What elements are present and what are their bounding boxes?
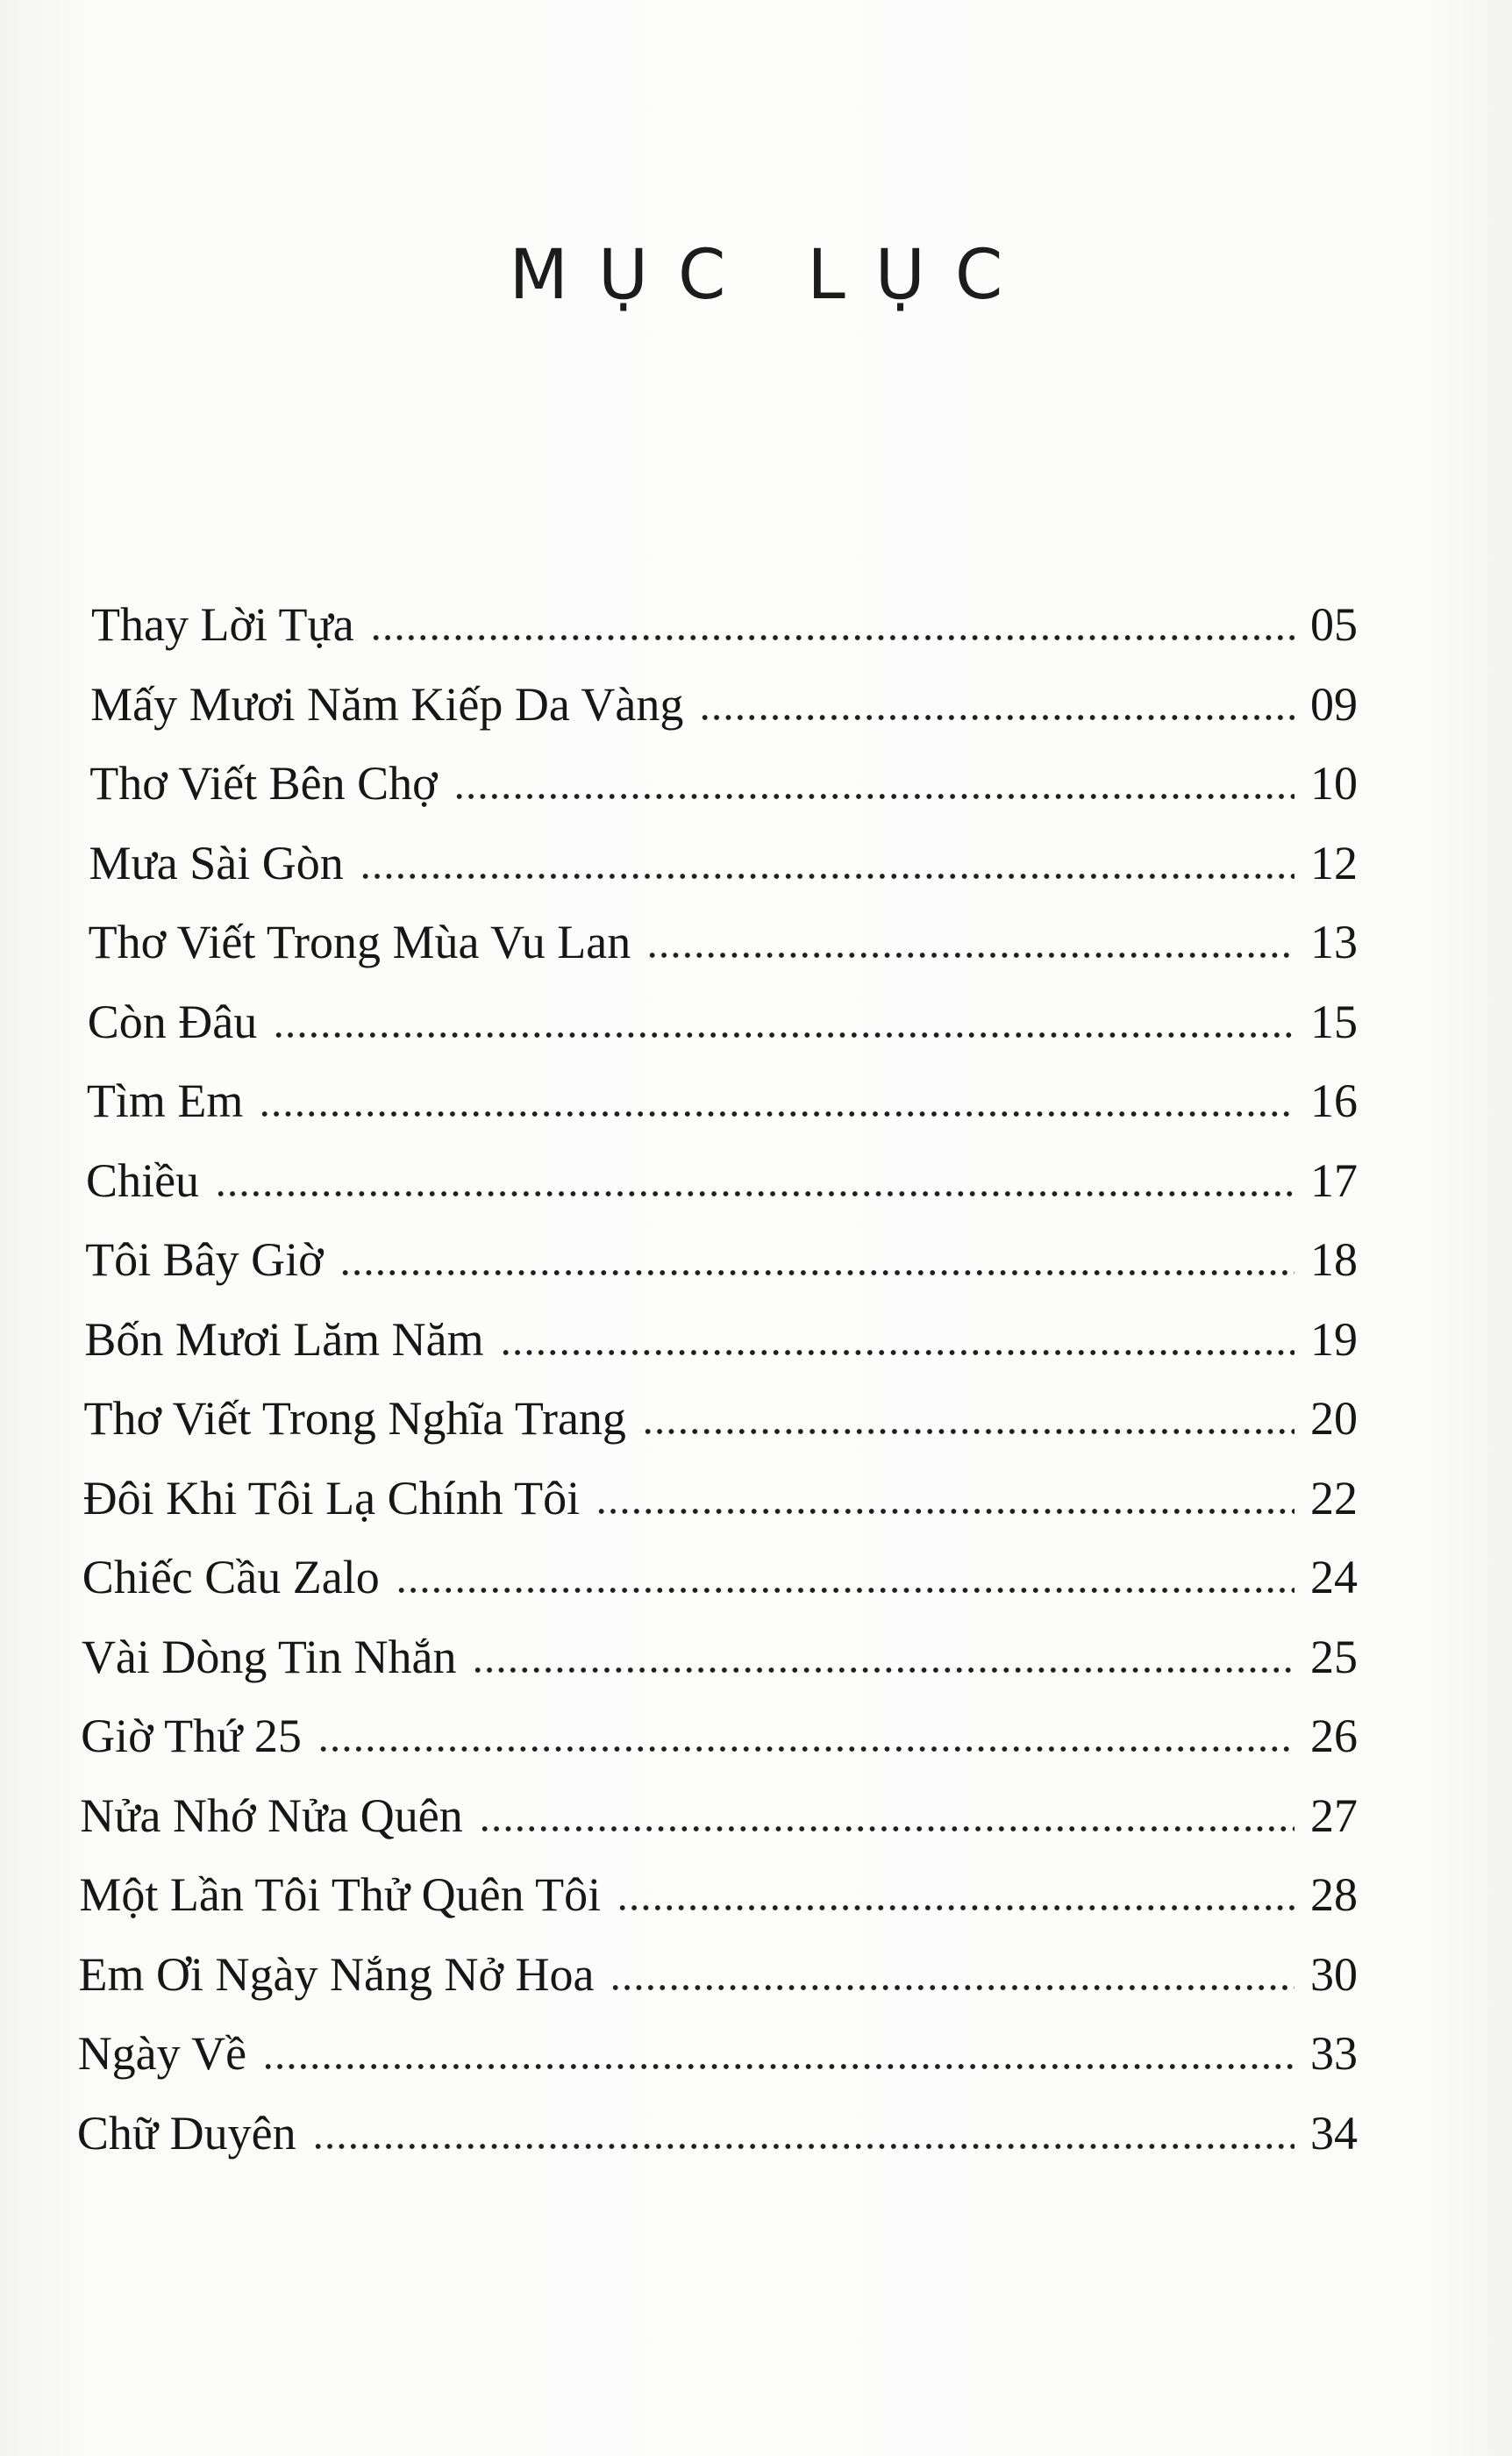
dot-leader (642, 1428, 1294, 1435)
toc-entry-page: 10 (1309, 757, 1358, 810)
toc-entry-title: Vài Dòng Tin Nhắn (81, 1630, 457, 1683)
toc-entry-page: 09 (1309, 677, 1358, 731)
toc-entry-title: Ngày Về (77, 2027, 247, 2080)
toc-entry (82, 1545, 1358, 1606)
toc-entry (89, 910, 1358, 971)
dot-leader (699, 714, 1294, 721)
toc-entry (89, 831, 1358, 892)
toc-entry (90, 672, 1358, 733)
toc-entry-page: 15 (1310, 995, 1358, 1048)
toc-entry-page: 05 (1310, 598, 1358, 651)
toc-entry (88, 989, 1358, 1051)
dot-leader (215, 1190, 1294, 1197)
dot-leader (262, 2063, 1294, 2070)
toc-entry (85, 1227, 1358, 1289)
toc-entry-title: Một Lần Tôi Thử Quên Tôi (79, 1868, 602, 1921)
toc-entry-page: 26 (1309, 1710, 1358, 1762)
toc-entry-page: 27 (1310, 1788, 1358, 1842)
toc-entry (89, 751, 1358, 812)
dot-leader (317, 1746, 1294, 1753)
toc-entry-page: 28 (1309, 1868, 1358, 1921)
toc-entry-page: 19 (1309, 1312, 1358, 1366)
toc-entry (77, 2101, 1358, 2162)
toc-entry-page: 16 (1309, 1074, 1358, 1127)
toc-entry-page: 24 (1309, 1551, 1358, 1603)
dot-leader (259, 1110, 1294, 1117)
toc-entry-title: Mấy Mươi Năm Kiếp Da Vàng (90, 677, 684, 731)
toc-entry (79, 1942, 1358, 2003)
toc-entry-title: Thơ Viết Trong Mùa Vu Lan (88, 916, 631, 968)
toc-entry-page: 34 (1309, 2106, 1358, 2160)
toc-entry-title: Thơ Viết Bên Chợ (89, 757, 438, 810)
dot-leader (370, 634, 1294, 641)
toc-entry (80, 1783, 1358, 1845)
toc-entry-page: 25 (1309, 1630, 1358, 1683)
toc-entry-title: Nửa Nhớ Nửa Quên (80, 1788, 463, 1842)
toc-entry-title: Thơ Viết Trong Nghĩa Trang (83, 1392, 626, 1445)
toc-entry-title: Thay Lời Tựa (91, 598, 354, 651)
toc-entry-page: 17 (1309, 1153, 1358, 1207)
toc-entry (81, 1703, 1358, 1765)
toc-entry-title: Chiều (86, 1153, 200, 1207)
toc-entry (78, 2021, 1358, 2082)
toc-entry-title: Bốn Mươi Lăm Năm (84, 1312, 484, 1366)
toc-entry-title: Chiếc Cầu Zalo (82, 1551, 380, 1603)
toc-entry (82, 1624, 1358, 1686)
toc-entry-page: 30 (1309, 1947, 1358, 2001)
toc-entry-page: 33 (1309, 2027, 1358, 2080)
toc-entry-page: 12 (1309, 836, 1358, 889)
toc-entry (79, 1862, 1358, 1924)
dot-leader (472, 1667, 1294, 1674)
toc-entry-title: Tìm Em (86, 1074, 244, 1127)
toc-entry (91, 592, 1358, 653)
dot-leader (617, 1904, 1294, 1911)
toc-entry-title: Giờ Thứ 25 (81, 1710, 302, 1762)
dot-leader (396, 1587, 1294, 1594)
toc-entry (84, 1386, 1359, 1447)
dot-leader (339, 1269, 1294, 1276)
dot-leader (500, 1349, 1294, 1356)
toc-entry-title: Còn Đâu (87, 995, 258, 1048)
toc-entry (84, 1307, 1358, 1368)
toc-entry-title: Tôi Bây Giờ (85, 1233, 324, 1286)
dot-leader (596, 1508, 1294, 1515)
toc-entry-title: Chữ Duyên (76, 2106, 296, 2160)
toc-entry (83, 1466, 1358, 1527)
dot-leader (360, 873, 1294, 880)
toc-entry-page: 13 (1309, 916, 1358, 968)
dot-leader (273, 1032, 1294, 1039)
toc-entry-page: 22 (1309, 1471, 1358, 1524)
dot-leader (646, 952, 1294, 959)
toc-entry-title: Đôi Khi Tôi Lạ Chính Tôi (82, 1471, 581, 1524)
toc-entry (86, 1148, 1358, 1210)
toc-entry-page: 18 (1309, 1233, 1358, 1286)
toc-entry-title: Em Ơi Ngày Nắng Nở Hoa (78, 1947, 595, 2001)
toc-entry-title: Mưa Sài Gòn (89, 836, 344, 889)
toc-entry-page: 20 (1310, 1392, 1358, 1445)
toc-entry (87, 1068, 1358, 1130)
page-title: MỤC LỤC (509, 236, 1033, 315)
dot-leader (453, 793, 1294, 800)
dot-leader (312, 2143, 1294, 2150)
dot-leader (610, 1984, 1294, 1991)
dot-leader (479, 1825, 1294, 1832)
